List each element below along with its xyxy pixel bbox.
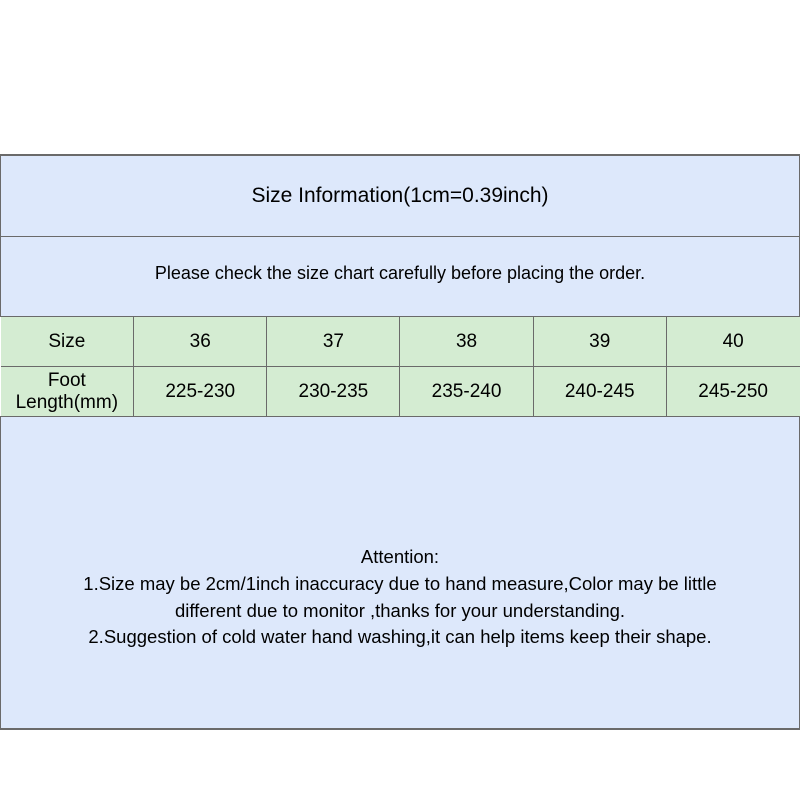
- foot-length-37: 230-235: [267, 367, 400, 417]
- title-row: [1, 156, 800, 237]
- size-value-40: 40: [666, 317, 799, 367]
- size-label: Size: [1, 317, 134, 367]
- table-row-foot-length: [1, 367, 800, 417]
- attention-line-3: 2.Suggestion of cold water hand washing,it can help items keep their shape.: [88, 626, 712, 648]
- size-value-37: 37: [267, 317, 400, 367]
- foot-length-label: Foot Length(mm): [1, 367, 134, 417]
- attention-line-2: different due to monitor ,thanks for your understanding.: [174, 599, 626, 621]
- foot-length-36: 225-230: [134, 367, 267, 417]
- size-value-36: 36: [134, 317, 267, 367]
- table-row-size-header: [1, 317, 800, 367]
- attention-block: [1, 417, 800, 729]
- foot-length-40: 245-250: [666, 367, 799, 417]
- chart-note: Please check the size chart carefully before placing the order.: [1, 237, 800, 317]
- foot-length-38: 235-240: [400, 367, 533, 417]
- attention-heading: Attention:: [360, 545, 440, 567]
- size-value-39: 39: [533, 317, 666, 367]
- foot-length-39: 240-245: [533, 367, 666, 417]
- size-value-38: 38: [400, 317, 533, 367]
- size-chart-container: [0, 154, 800, 730]
- size-information-table: [0, 155, 800, 729]
- attention-line-1: 1.Size may be 2cm/1inch inaccuracy due to hand measure,Color may be little: [83, 572, 717, 594]
- chart-title: Size Information(1cm=0.39inch): [1, 156, 800, 237]
- attention-row: [1, 417, 800, 729]
- note-row: [1, 237, 800, 317]
